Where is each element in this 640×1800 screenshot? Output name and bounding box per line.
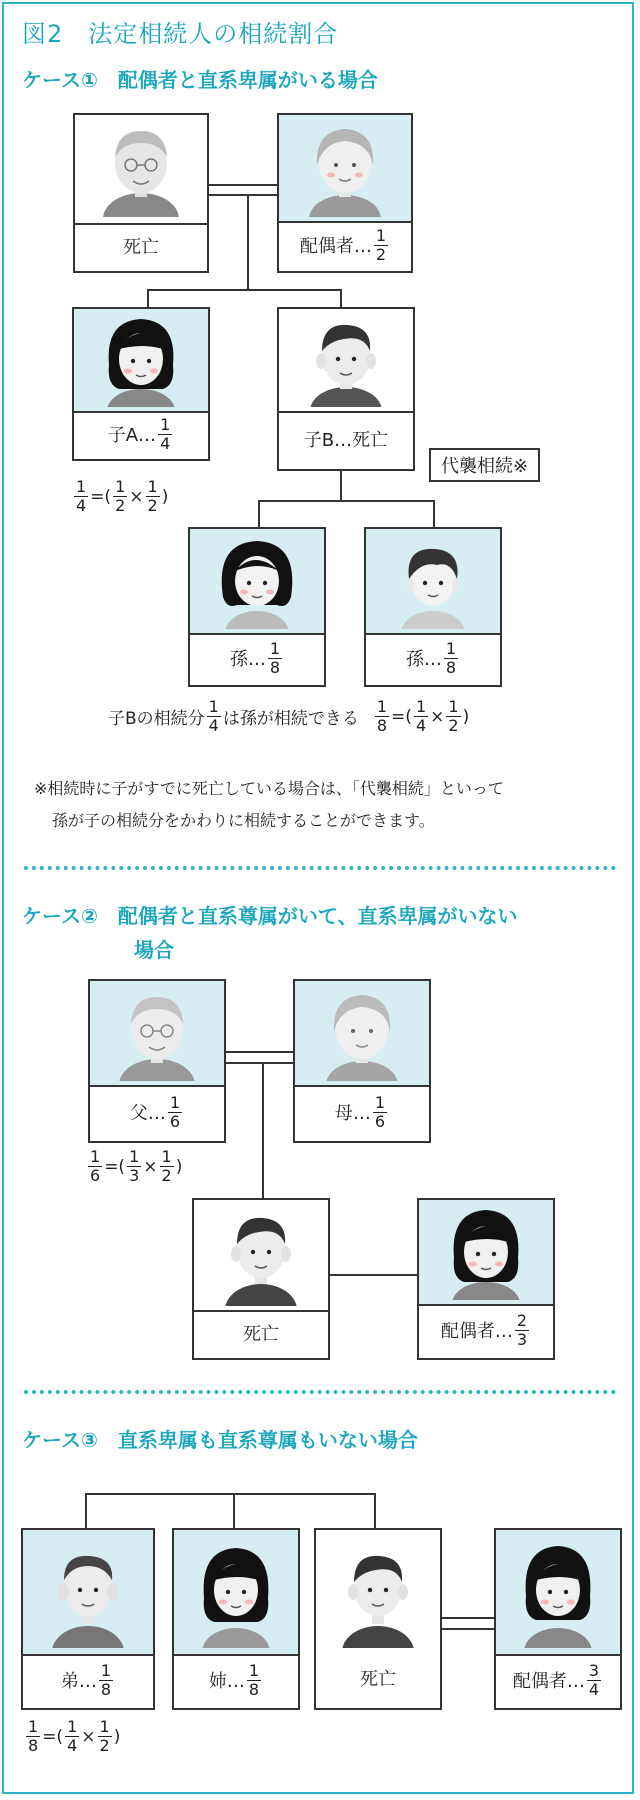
photo-father (90, 981, 224, 1087)
woman-icon (516, 1536, 600, 1648)
children-bar (147, 289, 341, 291)
man-icon (46, 1536, 130, 1648)
note-line-1: ※相続時に子がすでに死亡している場合は、「代襲相続」といって (34, 779, 504, 798)
label-spouse: 配偶者… $\frac{1}{2}$ (299, 225, 387, 264)
label-deceased: 死亡 (123, 237, 159, 258)
photo-spouse-case2 (419, 1200, 553, 1306)
photo-sister (174, 1530, 298, 1656)
case1-heading: ケース① 配偶者と直系卑属がいる場合 (22, 68, 378, 92)
photo-spouse (279, 115, 411, 223)
man-icon (304, 315, 388, 407)
label-grandchild-1: 孫… $\frac{1}{8}$ (229, 638, 281, 677)
grandchild-descent (340, 470, 342, 500)
elderly-man-icon (115, 987, 199, 1081)
woman-icon (99, 315, 183, 407)
photo-deceased (75, 115, 207, 225)
case2-heading-line2: 場合 (134, 938, 174, 962)
label-father: 父… $\frac{1}{6}$ (129, 1092, 181, 1131)
woman-icon (194, 1536, 278, 1648)
grandchildren-bar (258, 500, 435, 502)
card-deceased (73, 113, 209, 273)
label-spouse-case2: 配偶者… $\frac{2}{3}$ (440, 1310, 528, 1349)
photo-grandchild-1 (190, 529, 324, 635)
photo-spouse-case3 (496, 1530, 620, 1656)
label-deceased-case2: 死亡 (243, 1324, 279, 1345)
section-divider-1 (24, 866, 616, 870)
card-deceased-case2 (192, 1198, 330, 1360)
card-brother (21, 1528, 155, 1710)
descent-line (247, 195, 249, 290)
photo-grandchild-2 (366, 529, 500, 635)
photo-child-b (279, 309, 413, 413)
card-spouse-case3 (494, 1528, 622, 1710)
man-icon (219, 1206, 303, 1306)
daishu-sozoku-box: 代襲相続※ (429, 448, 540, 482)
elderly-woman-icon (303, 121, 387, 217)
figure-title: 図2 法定相続人の相続割合 (22, 20, 339, 48)
calc-father: $\frac{1}{6}$ =( $\frac{1}{3}$ × $\frac{1}{2}$ ) (90, 1147, 183, 1185)
label-mother: 母… $\frac{1}{6}$ (334, 1092, 386, 1131)
label-child-a: 子A… $\frac{1}{4}$ (107, 414, 171, 453)
man-icon (336, 1536, 420, 1648)
card-deceased-case3 (314, 1528, 442, 1710)
card-child-b (277, 307, 415, 471)
photo-child-a (74, 309, 208, 413)
photo-mother (295, 981, 429, 1087)
card-mother (293, 979, 431, 1143)
marriage-line-bottom (208, 194, 278, 196)
elderly-woman-icon (320, 987, 404, 1081)
elderly-man-icon (99, 121, 183, 217)
case3-heading: ケース③ 直系卑属も直系尊属もいない場合 (22, 1428, 418, 1452)
section-divider-2 (24, 1390, 616, 1394)
card-father (88, 979, 226, 1143)
marriage-line-top (208, 184, 278, 186)
card-sister (172, 1528, 300, 1710)
card-child-a (72, 307, 210, 461)
label-spouse-case3: 配偶者… $\frac{3}{4}$ (512, 1660, 600, 1699)
label-grandchild-2: 孫… $\frac{1}{8}$ (405, 638, 457, 677)
label-brother: 弟… $\frac{1}{8}$ (60, 1660, 112, 1699)
woman-icon (444, 1206, 528, 1300)
girl-icon (215, 535, 299, 629)
boy-icon (391, 535, 475, 629)
photo-brother (23, 1530, 153, 1656)
photo-deceased-case2 (194, 1200, 328, 1312)
photo-deceased-case3 (316, 1530, 440, 1650)
card-grandchild-1 (188, 527, 326, 687)
card-spouse (277, 113, 413, 273)
calc-sibling: $\frac{1}{8}$ =( $\frac{1}{4}$ × $\frac{1}{2}$ ) (28, 1717, 121, 1755)
calc-grandchild: 子Bの相続分 $\frac{1}{4}$ は孫が相続できる $\frac{1}{8}$ =( $\frac{1}{4}$ × $\frac{1}{2}$ ) (108, 697, 470, 735)
label-deceased-case3: 死亡 (360, 1669, 396, 1690)
note-line-2: 孫が子の相続分をかわりに相続することができます。 (52, 811, 435, 830)
label-sister: 姉… $\frac{1}{8}$ (208, 1660, 260, 1699)
case2-heading-line1: ケース② 配偶者と直系尊属がいて、直系卑属がいない (22, 904, 518, 928)
calc-child-a: $\frac{1}{4}$ =( $\frac{1}{2}$ × $\frac{1}{2}$ ) (76, 477, 169, 515)
card-grandchild-2 (364, 527, 502, 687)
label-child-b: 子B…死亡 (303, 430, 389, 451)
card-spouse-case2 (417, 1198, 555, 1360)
